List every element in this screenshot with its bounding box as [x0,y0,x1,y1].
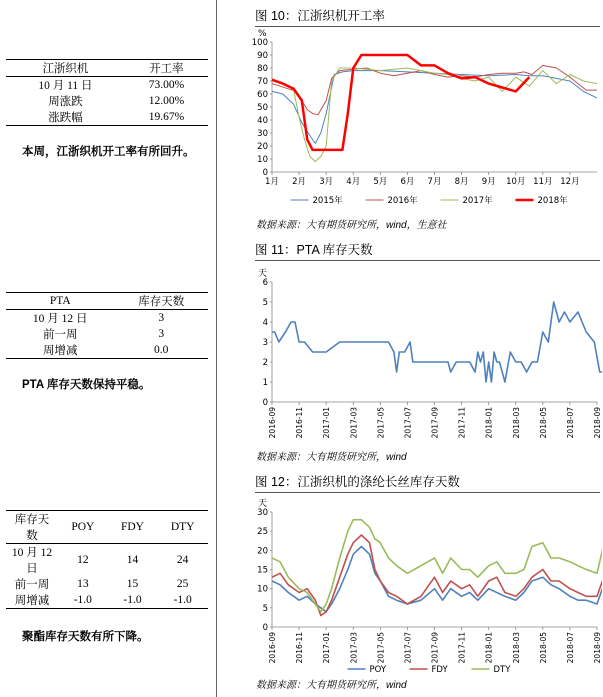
y-tick-label: 6 [262,278,268,288]
x-tick-label: 2017-07 [403,632,413,664]
series-line-FDY [272,535,602,616]
series-line-DTY [272,520,602,612]
table-cell: 25 [176,578,189,590]
table-cell: 周增减 [42,345,78,357]
x-tick-label: 2016-09 [268,632,277,664]
table-cell: 3 [158,328,165,340]
loom-rate-note: 本周，江浙织机开工率有所回升。 [22,146,195,158]
x-tick-label: 2018-03 [511,632,521,664]
table-cell: 涨跌幅 [48,112,83,124]
x-tick-label: 2018-05 [538,632,548,664]
fig11-title: 图 11：PTA 库存天数 [255,240,600,261]
x-tick-label: 2018-05 [538,407,548,439]
polyester-inventory-note: 聚酯库存天数有所下降。 [22,631,149,643]
fig10-source: 数据来源：大有期货研究所，wind，生意社 [256,220,447,231]
table-cell: 周增减 [14,595,50,607]
legend-label: 2017年 [462,196,493,206]
loom-rate-chart [250,28,602,208]
y-tick-label: 5 [262,603,268,614]
y-tick-label: 3 [262,338,268,348]
fig11-source: 数据来源：大有期货研究所，wind [256,452,407,463]
series-line-POY [272,547,602,612]
y-tick-label: 10 [257,155,268,165]
y-tick-label: 100 [251,38,268,48]
x-tick-label: 2018-09 [593,407,602,439]
x-tick-label: 2017-01 [322,407,332,439]
table-row [6,109,208,126]
table-row [6,77,208,94]
x-tick-label: 1月 [265,177,279,187]
table-cell: 10 月 11 日 [38,80,93,92]
table-row [6,310,208,327]
y-tick-label: 4 [262,318,268,328]
y-tick-label: 0 [262,168,268,178]
y-tick-label: 80 [257,64,268,74]
y-tick-label: 70 [257,77,268,87]
table-header-cell: 库存天数 [14,514,50,542]
table-header-row [6,293,208,310]
y-tick-label: 30 [257,129,268,139]
table-row [6,592,208,609]
y-axis-unit: 天 [258,269,268,279]
table-header-cell: 库存天数 [138,296,185,308]
y-axis-unit: 天 [258,499,268,509]
y-tick-label: 20 [257,546,268,557]
series-line-2017年 [272,68,597,162]
table-header-row [6,511,208,544]
x-tick-label: 8月 [454,177,469,187]
y-tick-label: 0 [262,623,268,633]
y-tick-label: 2 [262,358,268,368]
x-tick-label: 2018-01 [484,407,494,439]
pta-inventory-note: PTA 库存天数保持平稳。 [22,379,151,391]
table-row [6,342,208,359]
y-tick-label: 5 [262,298,268,308]
column-divider [216,0,217,697]
table-header-cell: 开工率 [149,63,184,75]
table-header-cell: 江浙织机 [42,63,89,75]
table-header-row [6,60,208,77]
table-cell: 10 月 12 日 [11,547,53,575]
series-line-2015年 [272,71,597,144]
x-tick-label: 4月 [346,177,361,187]
table-cell: -1.0 [73,594,92,606]
y-tick-label: 50 [257,103,268,113]
y-tick-label: 0 [262,398,268,408]
legend-label: FDY [431,665,448,672]
x-tick-label: 11月 [533,177,553,187]
x-tick-label: 2016-11 [295,407,305,439]
y-tick-label: 30 [257,508,268,518]
legend-label: POY [369,665,387,672]
fig12-source: 数据来源：大有期货研究所，wind [256,680,407,691]
polyester-inventory-table [6,510,208,609]
series-line-2018年 [272,55,529,150]
x-tick-label: 2018-09 [593,632,602,664]
x-tick-label: 2017-07 [403,407,413,439]
table-cell: -1.0 [123,594,142,606]
table-cell: 73.00% [148,79,185,91]
table-cell: 前一周 [42,329,78,341]
table-cell: 0.0 [154,344,169,356]
table-header-cell: POY [71,521,95,533]
table-row [6,93,208,109]
table-row [6,576,208,592]
pta-inventory-chart [250,262,602,442]
table-cell: 14 [126,554,139,566]
x-tick-label: 2017-03 [349,407,359,439]
table-cell: -1.0 [173,594,192,606]
table-cell: 3 [158,312,165,324]
x-tick-label: 12月 [560,177,580,187]
x-tick-label: 6月 [400,177,415,187]
table-cell: 10 月 12 日 [32,313,88,325]
table-cell: 12.00% [148,95,185,107]
x-tick-label: 2016-11 [295,632,305,664]
x-tick-label: 2017-05 [376,407,386,439]
polyester-inventory-chart [250,492,602,672]
x-tick-label: 7月 [427,177,442,187]
table-row [6,326,208,342]
x-tick-label: 2017-11 [457,407,467,439]
fig10-title: 图 10：江浙织机开工率 [255,6,600,27]
table-header-cell: PTA [49,295,71,307]
table-cell: 前一周 [14,579,50,591]
x-tick-label: 2018-03 [511,407,521,439]
x-tick-label: 2018-07 [565,407,575,439]
x-tick-label: 2017-03 [349,632,359,664]
x-tick-label: 2017-05 [376,632,386,664]
x-tick-label: 2018-01 [484,632,494,664]
x-tick-label: 2016-09 [268,407,277,439]
x-tick-label: 2017-01 [322,632,332,664]
legend-label: 2018年 [537,196,568,206]
table-cell: 13 [77,578,89,590]
x-tick-label: 2月 [292,177,307,187]
x-tick-label: 2017-09 [430,407,440,439]
y-tick-label: 90 [257,51,268,61]
x-tick-label: 10月 [506,177,526,187]
series-line-PTA [272,302,602,382]
legend-label: 2016年 [387,196,418,206]
pta-inventory-table [6,292,208,359]
table-cell: 24 [176,554,189,566]
y-tick-label: 60 [257,90,268,100]
x-tick-label: 2018-07 [565,632,575,664]
y-tick-label: 20 [257,142,268,152]
x-tick-label: 3月 [319,177,334,187]
x-tick-label: 2017-09 [430,632,440,664]
legend-label: DTY [493,665,511,672]
loom-rate-table [6,59,208,126]
table-header-cell: FDY [120,521,144,533]
table-header-cell: DTY [170,521,195,533]
y-tick-label: 40 [257,116,268,126]
table-cell: 12 [77,554,89,566]
x-tick-label: 2017-11 [457,632,467,664]
table-cell: 19.67% [148,111,185,123]
table-cell: 15 [126,578,139,590]
y-tick-label: 10 [257,584,268,595]
y-axis-unit: % [258,29,267,39]
y-tick-label: 1 [262,378,268,388]
table-cell: 周涨跌 [48,96,83,108]
y-tick-label: 25 [257,527,268,538]
table-row [6,544,208,577]
x-tick-label: 9月 [481,177,496,187]
x-tick-label: 5月 [373,177,388,187]
legend-label: 2015年 [312,196,343,206]
y-tick-label: 15 [257,565,268,576]
fig12-title: 图 12：江浙织机的涤纶长丝库存天数 [255,472,600,493]
